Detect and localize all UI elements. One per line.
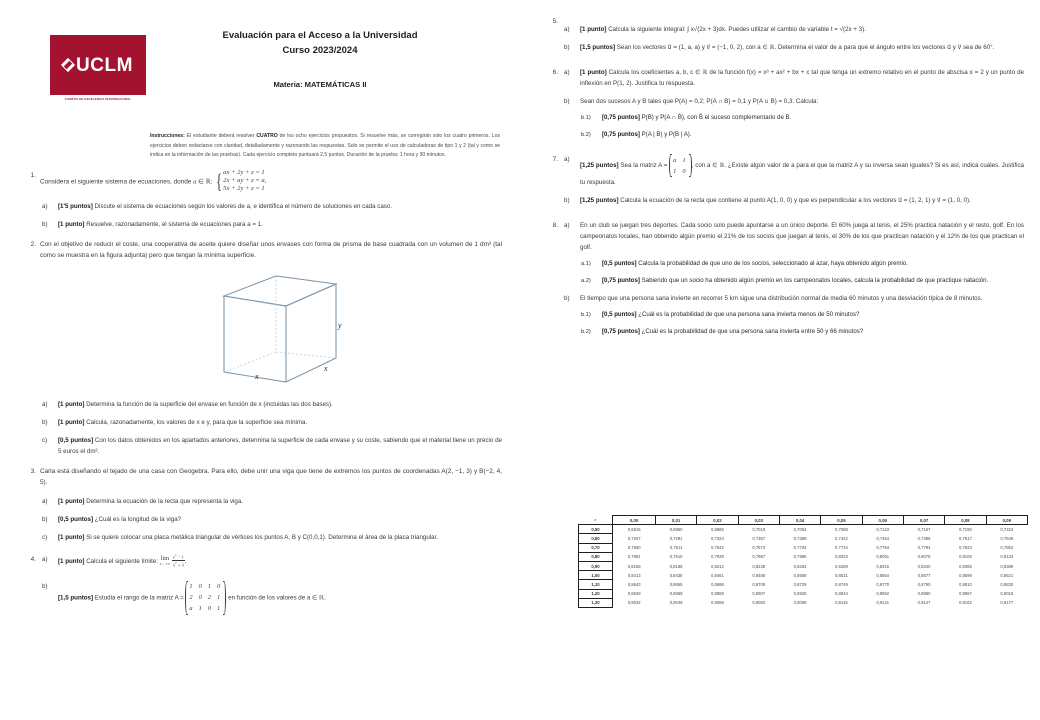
ztable-row-header: 0,60 [579, 534, 613, 543]
exercise-7-matrix [669, 154, 692, 177]
ztable-cell: 0,6915 [627, 527, 641, 533]
exercise-1-item-a [42, 201, 502, 212]
exercise-3-item-a [42, 496, 502, 507]
ztable-row [579, 571, 1028, 580]
exercise-7-item-b-text: Calcula la ecuación de la recta que contiene al punto A(1, 0, 0) y que es perpendicular a los vectores u⃗ = (1, 2, 1) y v⃗ = (1, 0, 0). [618, 197, 971, 204]
ztable-cell: 0,8106 [958, 554, 972, 560]
exercise-8-subitem-a2-points: [0,75 puntos] [602, 276, 640, 284]
exercise-3-item-b [42, 514, 502, 525]
ztable-cell: 0,8051 [876, 554, 890, 560]
ztable-cell: 0,8133 [1000, 554, 1014, 560]
uclm-wordmark [63, 56, 133, 75]
ztable-cell: 0,7224 [1000, 527, 1014, 533]
exercise-1 [18, 170, 502, 194]
ztable-cell: 0,7257 [627, 535, 641, 541]
exercise-8-subitem-b1-points: [0,5 puntos] [602, 311, 637, 318]
ztable-body [579, 525, 1028, 608]
exercise-6-item-a-label: a) [564, 69, 570, 76]
ztable-cell: 0,8962 [876, 591, 890, 597]
ztable-cell: 0,7088 [835, 527, 848, 533]
exercise-8-subitem-b1-label: b.1) [581, 312, 591, 318]
exercise-5-item-b-label: b) [564, 44, 570, 51]
ztable-cell: 0,7454 [876, 535, 890, 541]
exam-header [18, 14, 502, 122]
ztable-cell: 0,8238 [752, 563, 766, 569]
exercise-5-item-b-text: Sean los vectores u⃗ = (1, a, a) y v⃗ = (−1, 0, 2), con a ∈ ℝ. Determina el valor de a para que el ángulo entre los vectores u⃗ y v⃗ sea de 60°. [615, 44, 995, 51]
ztable-cell: 0,7357 [752, 535, 766, 541]
ztable-cell: 0,7734 [835, 545, 848, 551]
system-eq-2: 2x + ay + z = a, [223, 177, 267, 185]
ztable-cell: 0,8770 [876, 581, 890, 587]
ztable-cell: 0,8315 [876, 563, 890, 569]
exercise-2-number: 2. [30, 240, 36, 248]
ztable-column-header: 0,01 [655, 516, 696, 525]
exercise-4-item-a-text: Calcula el siguiente límite: [84, 557, 160, 565]
exercise-1-system [214, 169, 266, 193]
ztable-cell: 0,8264 [793, 563, 807, 569]
ztable-cell: 0,7157 [917, 527, 931, 533]
ztable-row [579, 598, 1028, 607]
exercise-6-item-a-text: Calcula los coeficientes a, b, c ∈ ℝ de la función f(x) = x³ + ax² + bx + c tal que tenga un extremo relativo en el punto de abscisa x = 2 y un punto de inflexión en P(1, 2). Justifica tu respuesta. [580, 69, 1024, 87]
ztable-cell: 0,8365 [958, 563, 972, 569]
exercise-2 [18, 239, 502, 262]
exercise-6-item-b-text: Sean dos sucesos A y B tales que P(A) = 0,2; P(A ∩ B) = 0,1 y P(A ∪ B) = 0,3. Calcula: [580, 98, 819, 105]
ztable-cell: 0,8849 [627, 591, 641, 597]
exercise-5-item-b [564, 42, 1024, 53]
exercise-4-matrix [185, 581, 226, 615]
exercise-3-number: 3. [30, 467, 36, 475]
exercise-8-number: 8. [552, 222, 558, 229]
exercise-6-subitem-b2-points: [0,75 puntos] [602, 130, 640, 138]
prism-figure [18, 266, 502, 392]
ztable-cell: 0,7852 [1000, 545, 1014, 551]
exercise-3 [18, 466, 502, 489]
exercise-1-stem [40, 170, 502, 194]
ztable-cell: 0,9066 [711, 600, 724, 606]
prism-label-x-bottom: x [255, 371, 259, 381]
matrix-row: a 1 0 1 [189, 605, 223, 613]
ztable-cell: 0,8944 [835, 591, 848, 597]
ztable-column-header: 0,02 [697, 516, 738, 525]
exercise-4-item-b-text-after: en función de los valores de a ∈ ℝ. [226, 594, 326, 602]
exercise-5-item-a-points: [1 punto] [580, 26, 607, 33]
exercise-7-item-b [564, 195, 1024, 206]
ztable-cell: 0,9162 [958, 600, 972, 606]
ztable-header-row [579, 516, 1028, 525]
ztable-cell: 0,9082 [752, 600, 766, 606]
exercise-3-item-c-points: [1 punto] [58, 533, 85, 541]
system-eq-1: ax + 2y + z = 1 [223, 169, 265, 177]
ztable-cell: 0,7967 [752, 554, 766, 560]
exercise-3-item-a-text: Determina la ecuación de la recta que representa la viga. [84, 497, 244, 505]
ztable-row-header: 1,20 [579, 589, 613, 598]
exercise-3-item-a-points: [1 punto] [58, 497, 85, 505]
ztable-cell: 0,8340 [917, 563, 931, 569]
ztable-cell: 0,9131 [876, 600, 890, 606]
ztable-cell: 0,8599 [958, 572, 972, 578]
exercise-8-subitem-b2-points: [0,75 puntos] [602, 327, 640, 335]
instructions-label: Instrucciones: [150, 133, 185, 139]
ztable-cell: 0,8810 [958, 581, 972, 587]
exercise-3-item-b-text: ¿Cuál es la longitud de la viga? [93, 515, 182, 523]
exercise-4-limit-expression: lim x→+∞ $\frac{e^x - 1}{x^2 + 3}$ [159, 553, 184, 568]
exercise-4-item-b-label: b) [42, 582, 48, 590]
ztable-column-header: 0,03 [738, 516, 779, 525]
exercise-7-item-b-points: [1,25 puntos] [580, 197, 619, 204]
ztable-cell: 0,8830 [1000, 581, 1014, 587]
exercise-6-number: 6. [552, 69, 558, 76]
exercise-1-item-a-label: a) [42, 202, 48, 210]
ztable-cell: 0,7324 [711, 535, 724, 541]
exercise-1-item-b-text: Resuelve, razonadamente, el sistema de ecuaciones para a = 1. [84, 220, 263, 228]
ztable-cell: 0,8888 [711, 591, 724, 597]
exercise-8-subitem-b2-label: b.2) [581, 328, 591, 335]
exercise-5-item-b-points: [1,5 puntos] [580, 44, 616, 51]
exercise-3-item-b-points: [0,5 puntos] [58, 515, 94, 523]
exercise-8-item-a-text: En un club se juegan tres deportes. Cada socio solo puede apuntarse a un único deporte. El 60% juega al tenis, el 25% practica natación y el resto, golf. En los campeonatos locales, han obtenido algún premio el 21% de los socios que juegan al tenis, el 30% de los que practican natación y el 12% de los que practican el golf. [580, 222, 1024, 251]
exercise-1-item-b [42, 219, 502, 230]
exercise-1-stem-var: a [193, 178, 197, 186]
exam-title-line1: Evaluación para el Acceso a la Universidad [222, 30, 418, 41]
exercise-8-subitem-a1-points: [0,5 puntos] [602, 260, 637, 267]
ztable-cell: 0,9099 [793, 600, 807, 606]
exercise-8-subitem-a2-text: Sabiendo que un socio ha obtenido algún premio en los campeonatos locales, calcula la probabilidad de que practique natación. [639, 276, 989, 284]
exercise-8-subitem-a1 [581, 259, 1024, 270]
matrix-row: a 1 [673, 156, 688, 164]
prism-label-x-side: x [324, 363, 328, 373]
exercise-6-subitem-b2 [581, 130, 1024, 141]
ztable-column-header: 0,05 [821, 516, 862, 525]
ztable-cell: 0,9147 [917, 600, 931, 606]
exercise-6-item-b-label: b) [564, 98, 570, 105]
exercise-8-subitem-b1-text: ¿Cuál es la probabilidad de que una persona sana invierta menos de 50 minutos? [636, 311, 860, 318]
ztable-cell: 0,8729 [793, 581, 807, 587]
ztable-row-header: 0,50 [579, 525, 613, 534]
ztable-cell: 0,7517 [958, 535, 972, 541]
ztable-row-header: 0,90 [579, 561, 613, 570]
exercise-8-item-b-text: El tiempo que una persona sana invierte en recorrer 5 km sigue una distribución normal de media 60 minutos y una desviación típica de 8 minutos. [580, 295, 983, 302]
exercise-8-subitem-b2-text: ¿Cuál es la probabilidad de que una persona sana invierta entre 50 y 66 minutos? [639, 327, 864, 335]
matrix-row: 2 0 2 1 [189, 594, 223, 602]
exercise-2-item-a-label: a) [42, 400, 48, 408]
exercise-8-subitem-b2 [581, 327, 1024, 338]
exercise-7-item-a-points: [1,25 puntos] [580, 162, 619, 170]
exercise-7-number: 7. [552, 156, 558, 163]
ztable-cell: 0,8186 [669, 563, 683, 569]
ztable-column-header: 0,09 [986, 516, 1027, 525]
exercise-2-item-b [42, 417, 502, 428]
exercise-7-item-a-text: Sea la matriz A = [618, 162, 670, 170]
exercise-1-item-a-points: [1'5 puntos] [58, 202, 93, 210]
ztable-cell: 0,8686 [711, 581, 724, 587]
exercise-7-item-a-label: a) [564, 156, 570, 163]
exercise-6-subitem-b2-label: b.2) [581, 131, 591, 138]
exercise-8-subitem-a1-label: a.1) [581, 261, 591, 267]
exercise-7-item-b-label: b) [564, 197, 570, 204]
exercise-3-item-c-text: Si se quiere colocar una placa metálica triangular de vértices los puntos A, B y C(0,0,1). Determina el área de la placa triangular. [84, 533, 439, 541]
exercise-7-item-a-text-after: , con a ∈ ℝ. ¿Existe algún valor de a para el que la matriz A y su inversa sean iguales? Si es así, indica cuáles. Justifica tu respuesta. [580, 162, 1024, 186]
exercise-5-item-a-text: Calcula la siguiente integral: ∫ x√(2x + 3)dx. Puedes utilizar el cambio de variable t = √(2x + 3). [606, 26, 866, 33]
exercise-1-item-b-label: b) [42, 220, 48, 228]
exercise-4-item-a-label: a) [42, 555, 48, 563]
ztable-cell: 0,8708 [752, 581, 766, 587]
exercise-1-item-b-points: [1 punto] [58, 220, 85, 228]
ztable-row [579, 534, 1028, 543]
ztable-row-header: 0,80 [579, 552, 613, 561]
instructions-text-2: de los ocho ejercicios propuestos. Si resuelve más, se corregirán solo los cuatro primeros. Los ejercicios deben redactarse con claridad, detalladamente y razonando las respuestas. Solo se permite el uso de calculadoras de tipo 1 y 2 (tal y como se indica en la información de las pruebas). Cada ejercicio completo puntuará 2,5 puntos. Duración de la prueba: 1 hora y 30 minutos. [150, 133, 500, 159]
exercise-3-item-c [42, 532, 502, 543]
exercise-4-item-a-points: [1 punto] [58, 557, 85, 565]
ztable-column-header: 0,07 [903, 516, 944, 525]
ztable-cell: 0,8577 [917, 572, 931, 578]
system-eq-3: 5x + 2y + z = 1 [223, 185, 265, 193]
exercise-8-item-b-label: b) [564, 295, 570, 302]
ztable-cell: 0,6950 [669, 527, 683, 533]
ztable-cell: 0,8554 [876, 572, 890, 578]
ztable-column-header: 0,00 [613, 516, 656, 525]
exercise-2-item-b-points: [1 punto] [58, 418, 85, 426]
exam-subject: Materia: MATEMÁTICAS II [273, 80, 367, 89]
exercise-8-item-a-label: a) [564, 222, 570, 229]
exercise-3-stem: Carla está diseñando el tejado de una casa con Geogebra. Para ello, debe unir una viga que tiene de extremos los puntos de coordenadas A(2, −1, 3) y B(−2, 4, 5). [40, 467, 502, 487]
exercise-8-item-b [564, 293, 1024, 304]
ztable-cell: 0,7939 [711, 554, 724, 560]
exercise-2-item-c-label: c) [42, 436, 48, 444]
ztable-cell: 0,7995 [793, 554, 807, 560]
exercise-5-item-a-label: a) [564, 26, 570, 33]
exercise-4-item-b-points: [1,5 puntos] [58, 594, 94, 602]
ztable-cell: 0,7190 [958, 527, 972, 533]
exercise-8-item-a [564, 220, 1024, 253]
ztable-row [579, 552, 1028, 561]
ztable-cell: 0,7673 [752, 545, 766, 551]
ztable-cell: 0,8531 [835, 572, 848, 578]
uclm-logo [50, 35, 146, 95]
prism-label-y: y [338, 320, 342, 330]
ztable-cell: 0,8438 [669, 572, 683, 578]
exercise-2-item-b-label: b) [42, 418, 48, 426]
ztable-cell: 0,7054 [793, 527, 807, 533]
ztable-cell: 0,7123 [876, 527, 890, 533]
ztable-cell: 0,8643 [627, 581, 641, 587]
ztable-row [579, 543, 1028, 552]
ztable-cell: 0,7580 [627, 545, 641, 551]
exercise-8-subitem-a2 [581, 276, 1024, 287]
ztable-cell: 0,7642 [711, 545, 724, 551]
ztable-row [579, 580, 1028, 589]
ztable-corner-label: z [594, 517, 597, 523]
ztable-cell: 0,6985 [711, 527, 724, 533]
ztable-cell: 0,8508 [793, 572, 807, 578]
ztable-head [579, 516, 1028, 525]
ztable-cell: 0,7486 [917, 535, 931, 541]
ztable-row-header: 1,30 [579, 598, 613, 607]
exercise-8-subitem-b1 [581, 310, 1024, 321]
exercise-1-stem-mid: ∈ ℝ: [196, 178, 213, 186]
exercise-4-item-b-text: Estudia el rango de la matriz A = [93, 594, 186, 602]
ztable-cell: 0,7910 [669, 554, 683, 560]
ztable-row [579, 589, 1028, 598]
exercise-2-item-c-points: [0,5 puntos] [58, 436, 94, 444]
ztable-cell: 0,7611 [669, 545, 683, 551]
exercise-8-subitem-a1-text: Calcula la probabilidad de que uno de los socios, seleccionado al azar, haya obtenido algún premio. [636, 260, 908, 267]
ztable-cell: 0,8980 [917, 591, 931, 597]
ztable-cell: 0,7422 [835, 535, 848, 541]
ztable-cell: 0,7549 [1000, 535, 1014, 541]
exercise-2-item-c [42, 435, 502, 457]
ztable-row-header: 0,70 [579, 543, 613, 552]
exercise-6-subitem-b1-label: b.1) [581, 115, 591, 121]
exercise-4-number: 4. [30, 555, 36, 563]
exercise-2-item-b-text: Calcula, razonadamente, los valores de x e y, para que la superficie sea mínima. [84, 418, 308, 426]
uclm-logo-text: UCLM [76, 54, 133, 76]
exercise-2-stem: Con el objetivo de reducir el coste, una cooperativa de aceite quiere diseñar unos envases con forma de prisma de base cuadrada con un volumen de 1 dm³ (tal como se muestra en la figura adjunta) pero que tengan la mínima superficie. [40, 240, 502, 260]
exercise-3-item-c-label: c) [42, 533, 48, 541]
ztable-cell: 0,8023 [835, 554, 848, 560]
exercise-6-item-a-points: [1 punto] [580, 69, 607, 76]
instructions-bold-1: CUATRO [256, 133, 278, 139]
normal-distribution-table-wrapper [578, 515, 1028, 608]
ztable-cell: 0,7291 [669, 535, 683, 541]
ztable-cell: 0,8749 [835, 581, 848, 587]
exercise-6-item-b [564, 96, 1024, 107]
ztable-cell: 0,8212 [711, 563, 724, 569]
ztable-cell: 0,7794 [917, 545, 931, 551]
instructions-block [150, 132, 500, 161]
ztable-row-header: 1,10 [579, 580, 613, 589]
ztable-cell: 0,9015 [1000, 591, 1014, 597]
uclm-diamond-icon [61, 58, 75, 72]
exercise-2-item-a-points: [1 punto] [58, 400, 85, 408]
ztable-cell: 0,7823 [958, 545, 972, 551]
exercise-1-number: 1. [30, 171, 36, 179]
exercise-1-stem-pre: Considera el siguiente sistema de ecuaciones, donde [40, 178, 194, 186]
ztable-row-header: 1,00 [579, 571, 613, 580]
ztable-cell: 0,8289 [835, 563, 848, 569]
exercise-6-item-a [564, 67, 1024, 89]
exercise-5-item-a [564, 24, 1024, 35]
exam-title-line2: Curso 2023/2024 [282, 45, 358, 56]
instructions-text-1: El estudiante deberá resolver [184, 133, 257, 139]
ztable-cell: 0,8997 [958, 591, 972, 597]
ztable-column-header: 0,06 [862, 516, 903, 525]
ztable-cell: 0,8869 [669, 591, 683, 597]
uclm-logo-tagline: CAMPUS DE EXCELENCIA INTERNACIONAL [64, 97, 132, 101]
exercise-4-item-a: a) [1 punto] Calcula el siguiente límite: lim x→+∞ $\frac{e^x - 1}{x^2 + 3}$ . [42, 553, 187, 568]
ztable-cell: 0,8461 [711, 572, 724, 578]
exercise-3-item-b-label: b) [42, 515, 48, 523]
ztable-column-header: 0,04 [779, 516, 820, 525]
ztable-cell: 0,7389 [793, 535, 807, 541]
ztable-cell: 0,8925 [793, 591, 807, 597]
exercise-4-item-b [42, 581, 502, 615]
exercise-2-item-a-text: Determina la función de la superficie del envase en función de x (incluidas las dos bases). [84, 400, 333, 408]
exercise-1-item-a-text: Discute el sistema de ecuaciones según los valores de a, e identifica el número de soluciones en cada caso. [92, 202, 393, 210]
ztable-row [579, 525, 1028, 534]
exercise-5-number: 5. [552, 18, 558, 25]
ztable-cell: 0,9049 [669, 600, 683, 606]
exercise-6-subitem-b2-text: P(A | B) y P(B | A). [639, 130, 692, 138]
ztable-cell: 0,8485 [752, 572, 766, 578]
ztable-cell: 0,8413 [627, 572, 641, 578]
matrix-row: 1 0 1 0 [189, 583, 223, 591]
ztable-cell: 0,8665 [669, 581, 683, 587]
exercise-3-item-a-label: a) [42, 497, 48, 505]
exercise-6-subitem-b1-points: [0,75 puntos] [602, 114, 640, 121]
system-brace: { [216, 169, 223, 194]
exercise-2-item-c-text: Con los datos obtenidos en los apartados anteriores, determina la superficie de cada envase y su coste, sabiendo que el material tiene un precio de 5 euros el dm². [58, 436, 502, 455]
ztable-row [579, 561, 1028, 570]
ztable-cell: 0,9115 [835, 600, 848, 606]
ztable-cell: 0,9032 [627, 600, 641, 606]
ztable-cell: 0,8790 [917, 581, 931, 587]
ztable-cell: 0,8621 [1000, 572, 1014, 578]
normal-distribution-table [578, 515, 1028, 608]
ztable-cell: 0,8078 [917, 554, 931, 560]
ztable-cell: 0,8389 [1000, 563, 1014, 569]
ztable-cell: 0,7764 [876, 545, 890, 551]
exam-title [138, 28, 502, 58]
matrix-row: 1 0 [673, 167, 688, 175]
ztable-cell: 0,7019 [752, 527, 766, 533]
exercise-2-item-a [42, 399, 502, 410]
exercise-8-subitem-a2-label: a.2) [581, 277, 591, 284]
exercise-6-subitem-b1 [581, 113, 1024, 124]
ztable-cell: 0,7704 [793, 545, 807, 551]
page-right [520, 0, 1040, 720]
ztable-cell: 0,8159 [627, 563, 641, 569]
ztable-cell: 0,7881 [627, 554, 641, 560]
exercise-7-item-a [564, 154, 1024, 188]
ztable-cell: 0,9177 [1000, 600, 1014, 606]
ztable-cell: 0,8907 [752, 591, 766, 597]
exercise-6-subitem-b1-text: P(B) y P(A ∩ B̄), con B̄ el suceso complementario de B. [639, 114, 792, 121]
ztable-column-header: 0,08 [945, 516, 986, 525]
